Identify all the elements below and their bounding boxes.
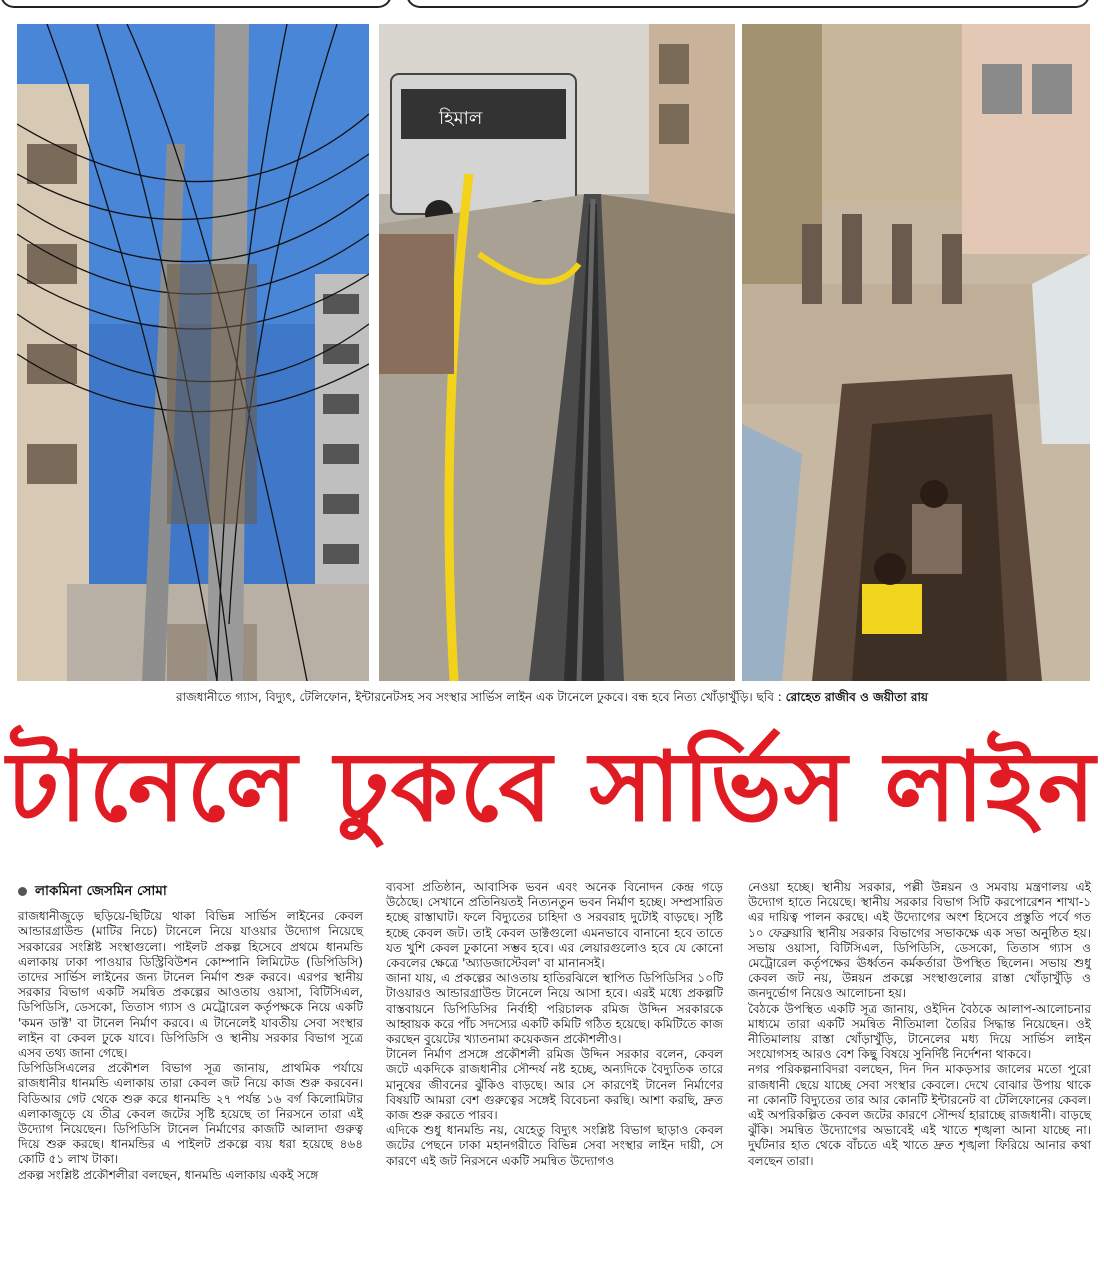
bullet-icon: [18, 887, 27, 896]
top-frame-right: [406, 0, 1090, 8]
paragraph: এদিকে শুধু ধানমন্ডি নয়, যেহেতু বিদ্যুৎ সংশ্লিষ্ট বিভাগ ছাড়াও কেবল জটের পেছনে ঢাকা মহানগরীতে বিভিন্ন সেবা সংস্থার লাইন দায়ী, সে কারণে এই জট নিরসনে একটি সমন্বিত উদ্যোগও: [386, 1123, 723, 1168]
article-column-3: [748, 880, 1091, 1169]
paragraph: টানেল নির্মাণ প্রসঙ্গে প্রকৌশলী রমিজ উদ্দিন সরকার বলেন, কেবল জটে একদিকে রাজধানীর সৌন্দর্য নষ্ট হচ্ছে, অন্যদিকে বৈদ্যুতিক তারে মানুষের জীবনের ঝুঁকিও বাড়ছে। আর সে কারণেই টানেল নির্মাণের বিষয়টি আমরা বেশ গুরুত্বের সঙ্গেই বিবেচনা করছি। আশা করছি, দ্রুত কাজ শুরু করতে পারব।: [386, 1047, 723, 1123]
paragraph: নেওয়া হচ্ছে। স্থানীয় সরকার, পল্লী উন্নয়ন ও সমবায় মন্ত্রণালয় এই উদ্যোগ হাতে নিয়েছে। স্থানীয় সরকার বিভাগ সিটি করপোরেশন শাখা-১ এর দায়িত্ব পালন করছে। এই উদ্যোগের অংশ হিসেবে প্রস্তুতি পর্বে গত ১০ ফেব্রুয়ারি স্থানীয় সরকার বিভাগের সভাকক্ষে এক সভা অনুষ্ঠিত হয়। সভায় ওয়াসা, বিটিসিএল, ডিপিডিসি, ডেসকো, তিতাস গ্যাস ও মেট্রোরেল কর্তৃপক্ষের ঊর্ধ্বতন কর্মকর্তারা উপস্থিত ছিলেন। সভায় শুধু কেবল জট নয়, উন্নয়ন প্রকল্পে সংস্থাগুলোর রাস্তা খোঁড়াখুঁড়ি ও জনদুর্ভোগ নিয়েও আলোচনা হয়।: [748, 880, 1091, 1001]
bus-sign-text: হিমাল: [439, 108, 483, 129]
paragraph: ডিপিডিসিএলের প্রকৌশল বিভাগ সূত্র জানায়, প্রাথমিক পর্যায়ে রাজধানীর ধানমন্ডি এলাকায় তারা কেবল জট নিয়ে কাজ শুরু করবেন। বিডিআর গেট থেকে শুরু করে ধানমন্ডি ২৭ পর্যন্ত ১৬ বর্গ কিলোমিটার এলাকাজুড়ে যে তীব্র কেবল জটের সৃষ্টি হয়েছে তা নিরসনে তারা এই উদ্যোগ নিয়েছেন। ডিপিডিসি টানেল নির্মাণের কাজটি আলাদা গুরুত্ব দিয়ে শুরু করছে। ধানমন্ডির এ পাইলট প্রকল্পে ব্যয় ধরা হয়েছে ৪৬৪ কোটি ৫১ লাখ টাকা।: [18, 1061, 363, 1167]
caption-text: রাজধানীতে গ্যাস, বিদ্যুৎ, টেলিফোন, ইন্টারনেটসহ সব সংস্থার সার্ভিস লাইন এক টানেলে ঢুকবে। বন্ধ হবে নিত্য খোঁড়াখুঁড়ি। ছবি :: [175, 690, 786, 704]
author-name: লাকমিনা জেসমিন সোমা: [35, 883, 167, 899]
paragraph: প্রকল্প সংশ্লিষ্ট প্রকৌশলীরা বলছেন, ধানমন্ডি এলাকায় একই সঙ্গে: [18, 1167, 319, 1182]
paragraph: রাজধানীজুড়ে ছড়িয়ে-ছিটিয়ে থাকা বিভিন্ন সার্ভিস লাইনের কেবল আন্ডারগ্রাউন্ড (মাটির নিচে) টানেলে নিয়ে যাওয়ার উদ্যোগ নিয়েছে সরকারের সংশ্লিষ্ট সংস্থাগুলো। পাইলট প্রকল্প হিসেবে প্রথমে ধানমন্ডি এলাকায় ঢাকা পাওয়ার ডিস্ট্রিবিউশন কোম্পানি লিমিটেড (ডিপিডিসি) তাদের সার্ভিস লাইনের জন্য টানেল নির্মাণ শুরু করবে। এরপর স্থানীয় সরকার বিভাগ একটি সমন্বিত প্রকল্পের আওতায় ওয়াসা, বিটিসিএল, ডিপিডিসি, ডেসকো, তিতাস গ্যাস ও মেট্রোরেল কর্তৃপক্ষকে নিয়ে একটি 'কমন ডাক্ট' বা টানেল নির্মাণ করবে। এ টানেলেই যাবতীয় সেবা সংস্থার লাইন বা কেবল ঢুকে যাবে। ডিপিডিসি ও স্থানীয় সরকার বিভাগ সূত্রে এসব তথ্য জানা গেছে।: [18, 909, 363, 1061]
article-column-2: [386, 880, 723, 1169]
top-border-strip: [0, 0, 1104, 10]
photo-electric-poles: [17, 24, 369, 681]
photo-workers-pit: [742, 24, 1090, 681]
paragraph: ব্যবসা প্রতিষ্ঠান, আবাসিক ভবন এবং অনেক বিনোদন কেন্দ্র গড়ে উঠেছে। সেখানে প্রতিনিয়তই নিত্যনতুন ভবন নির্মাণ হচ্ছে। সম্প্রসারিত হচ্ছে রাস্তাঘাট। ফলে বিদ্যুতের চাহিদা ও সরবরাহ দুটোই বাড়ছে। সৃষ্টি হচ্ছে কেবল জট। তাই কেবল ডাক্টগুলো এমনভাবে বানানো হবে তাতে যত খুশি কেবল ঢুকানো সম্ভব হবে। এর লেয়ারগুলোও হবে যে কোনো কেবলের ক্ষেত্রে 'অ্যাডজাস্টেবল' বা মানানসই।: [386, 880, 723, 971]
byline: [18, 884, 363, 899]
photo-road-trench: [379, 24, 735, 681]
paragraph: নগর পরিকল্পনাবিদরা বলছেন, দিন দিন মাকড়সার জালের মতো পুরো রাজধানী ছেয়ে যাচ্ছে সেবা সংস্থার কেবলে। দেখে বোঝার উপায় থাকে না কোনটি বিদ্যুতের তার আর কোনটি ইন্টারনেট বা টেলিফোনের কেবল। এই অপরিকল্পিত কেবল জটের কারণে সৌন্দর্য হারাচ্ছে রাজধানী। বাড়ছে ঝুঁকি। সমন্বিত উদ্যোগের অভাবেই এই খাতে শৃঙ্খলা আনা যাচ্ছে না। দুর্ঘটনার হাত থেকে বাঁচতে এই খাতে দ্রুত শৃঙ্খলা ফিরিয়ে আনার কথা বলছেন তারা।: [748, 1062, 1091, 1168]
page-headline: টানেলে ঢুকবে সার্ভিস লাইন: [6, 731, 1098, 843]
paragraph: জানা যায়, এ প্রকল্পের আওতায় হাতিরঝিলে স্থাপিত ডিপিডিসির ১০টি টাওয়ারও আন্ডারগ্রাউন্ড টানেলে নিয়ে আসা হবে। এরই মধ্যে প্রকল্পটি বাস্তবায়নে ডিপিডিসির নির্বাহী পরিচালক রমিজ উদ্দিন সরকারকে আহ্বায়ক করে পাঁচ সদস্যের একটি কমিটি গঠিত হয়েছে। কমিটিতে কাজ করছেন বুয়েটের খ্যাতনামা কয়েকজন প্রকৌশলীও।: [386, 971, 723, 1047]
photo-caption: [0, 689, 1104, 709]
top-frame-left: [0, 0, 392, 8]
paragraph: বৈঠকে উপস্থিত একটি সূত্র জানায়, ওইদিন বৈঠকে আলাপ-আলোচনার মাধ্যমে তারা একটি সমন্বিত নীতিমালা তৈরির সিদ্ধান্ত নিয়েছেন। ওই নীতিমালায় রাস্তা খোঁড়াখুঁড়ি, টানেলের মধ্য দিয়ে সার্ভিস লাইন সংযোগসহ আরও বেশ কিছু বিষয়ে সুনির্দিষ্ট নির্দেশনা থাকবে।: [748, 1001, 1091, 1062]
article-column-1: [18, 882, 363, 1183]
photo-credit: রোহেত রাজীব ও জয়ীতা রায়: [785, 690, 929, 704]
